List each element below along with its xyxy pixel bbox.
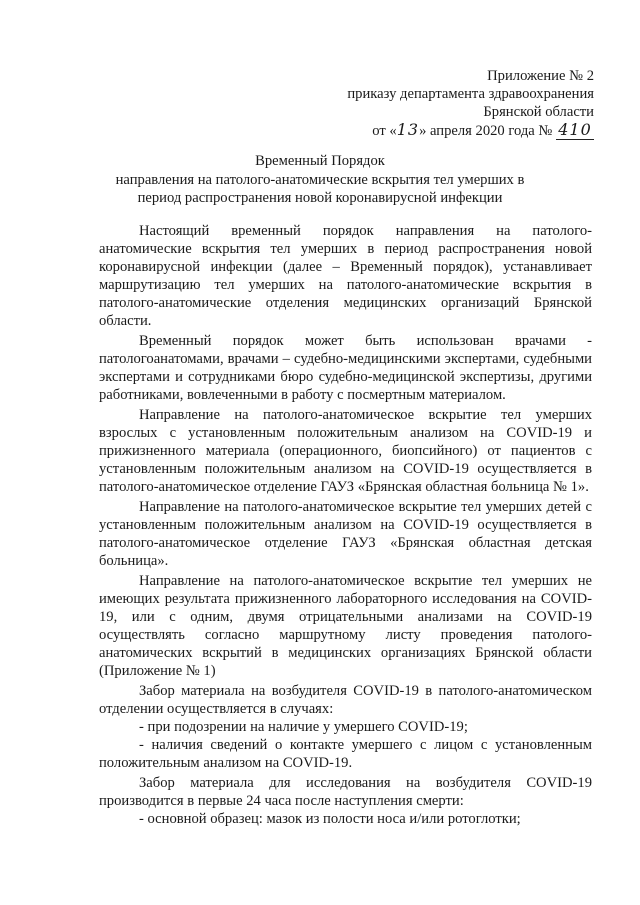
paragraph: Забор материала для исследования на возбудителя COVID-19 производится в первые 24 часа после наступления смерти: bbox=[99, 775, 592, 809]
order-number-handwritten: 410 bbox=[556, 121, 594, 140]
paragraph: Направление на патолого-анатомическое вскрытие тел умерших не имеющих результата прижизненного лабораторного исследования на COVID-19, или с одним, двумя отрицательными анализами на COVID-19 осуществлять согласно маршрутному листу проведения патолого-анатомических вскрытий в медицинских организациях Брянской области (Приложение № 1) bbox=[99, 573, 592, 679]
order-date-line bbox=[372, 121, 594, 140]
date-day-handwritten: 13 bbox=[396, 120, 420, 139]
appendix-label: Приложение № 2 bbox=[487, 68, 594, 84]
document-subtitle-line-2: период распространения новой коронавирусной инфекции bbox=[137, 190, 503, 206]
date-prefix: от « bbox=[372, 123, 397, 139]
date-middle: » апреля 2020 года № bbox=[419, 123, 553, 139]
list-item: - основной образец: мазок из полости носа и/или ротоглотки; bbox=[139, 811, 521, 827]
paragraph: Забор материала на возбудителя COVID-19 в патолого-анатомическом отделении осуществляется в случаях: bbox=[99, 683, 592, 717]
document-title: Временный Порядок bbox=[255, 153, 385, 169]
list-item: - наличия сведений о контакте умершего с лицом с установленным положительным анализом на COVID-19. bbox=[99, 737, 592, 771]
order-reference: приказу департамента здравоохранения bbox=[347, 86, 594, 102]
region-name: Брянской области bbox=[483, 104, 594, 120]
paragraph: Направление на патолого-анатомическое вскрытие тел умерших детей с установленным положительным анализом на COVID-19 осуществляется в патолого-анатомическое отделение ГАУЗ «Брянская областная детская больница». bbox=[99, 499, 592, 569]
paragraph: Направление на патолого-анатомическое вскрытие тел умерших взрослых с установленным положительным анализом на COVID-19 и прижизненного материала (операционного, биопсийного) от пациентов с установленным положительным анализом на COVID-19 осуществляется в патолого-анатомическое отделение ГАУЗ «Брянская областная больница № 1». bbox=[99, 407, 592, 495]
paragraph: Временный порядок может быть использован врачами - патологоанатомами, врачами – судебно-медицинскими экспертами, судебными экспертами и сотрудниками бюро судебно-медицинской экспертизы, другими работниками, вовлеченными в работу с посмертным материалом. bbox=[99, 333, 592, 403]
paragraph: Настоящий временный порядок направления на патолого-анатомические вскрытия тел умерших в период распространения новой коронавирусной инфекции (далее – Временный порядок), устанавливает маршрутизацию тел умерших на патолого-анатомические вскрытия в патолого-анатомические отделения медицинских организаций Брянской области. bbox=[99, 223, 592, 329]
list-item: - при подозрении на наличие у умершего COVID-19; bbox=[139, 719, 468, 735]
document-subtitle-line-1: направления на патолого-анатомические вскрытия тел умерших в bbox=[115, 172, 525, 188]
document-body bbox=[99, 222, 592, 828]
